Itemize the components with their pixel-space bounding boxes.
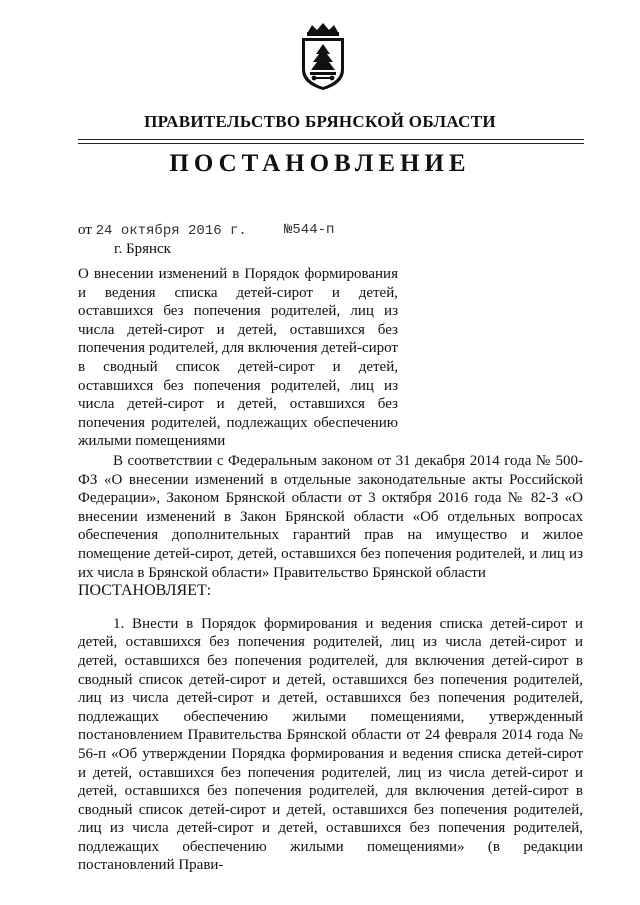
org-title: ПРАВИТЕЛЬСТВО БРЯНСКОЙ ОБЛАСТИ xyxy=(144,112,496,131)
header-rule-bottom xyxy=(78,143,584,144)
date-value: 24 октября 2016 г. xyxy=(95,223,247,239)
document-body xyxy=(78,452,583,875)
document-subject: О внесении изменений в Порядок формирования и ведения списка детей-сирот и детей, оставшихся без попечения родителей, лиц из числа детей-сирот и детей, оставшихся без попечения родителей, для включения детей-сирот в сводный список детей-сирот и детей, оставшихся без попечения родителей, лиц из числа детей-сирот и детей, оставшихся без попечения родителей, подлежащих обеспечению жилыми помещениями xyxy=(78,266,398,450)
decree-word: ПОСТАНОВЛЯЕТ: xyxy=(78,582,212,600)
preamble-paragraph: В соответствии с Федеральным законом от 31 декабря 2014 года № 500-ФЗ «О внесении изменений в отдельные законодательные акты Российской Федерации», Законом Брянской области от 3 октября 2016 года № 82-З «О внесении изменений в Закон Брянской области «Об отдельных вопросах обеспечения дополнительных гарантий прав на имущество и жилое помещение детей-сирот, детей, оставшихся без попечения родителей, и лиц из их числа в Брянской области» Правительство Брянской области xyxy=(78,453,583,581)
date-prefix: от xyxy=(78,222,92,238)
date-line xyxy=(78,222,335,239)
item-1-paragraph: 1. Внести в Порядок формирования и ведения списка детей-сирот и детей, оставшихся без попечения родителей, лиц из числа детей-сирот и детей, оставшихся без попечения родителей, для включения детей-сирот в сводный список детей-сирот и детей, оставшихся без попечения родителей, лиц из числа детей-сирот и детей, оставшихся без попечения родителей, подлежащих обеспечению жилыми помещениями, утвержденный постановлением Правительства Брянской области от 24 февраля 2014 года № 56-п «Об утверждении Порядка формирования и ведения списка детей-сирот и детей, оставшихся без попечения родителей, лиц из числа детей-сирот и детей, оставшихся без попечения родителей, для включения детей-сирот в сводный список детей-сирот и детей, оставшихся без попечения родителей, лиц из числа детей-сирот и детей, оставшихся без попечения родителей, подлежащих обеспечению жилыми помещениями» (в редакции постановлений Прави- xyxy=(78,615,583,874)
document-type-title: ПОСТАНОВЛЕНИЕ xyxy=(169,150,471,177)
coat-of-arms-icon xyxy=(296,22,350,92)
city-label: г. Брянск xyxy=(114,241,171,257)
document-number: №544-п xyxy=(284,222,335,238)
header-rule-top xyxy=(78,139,584,140)
